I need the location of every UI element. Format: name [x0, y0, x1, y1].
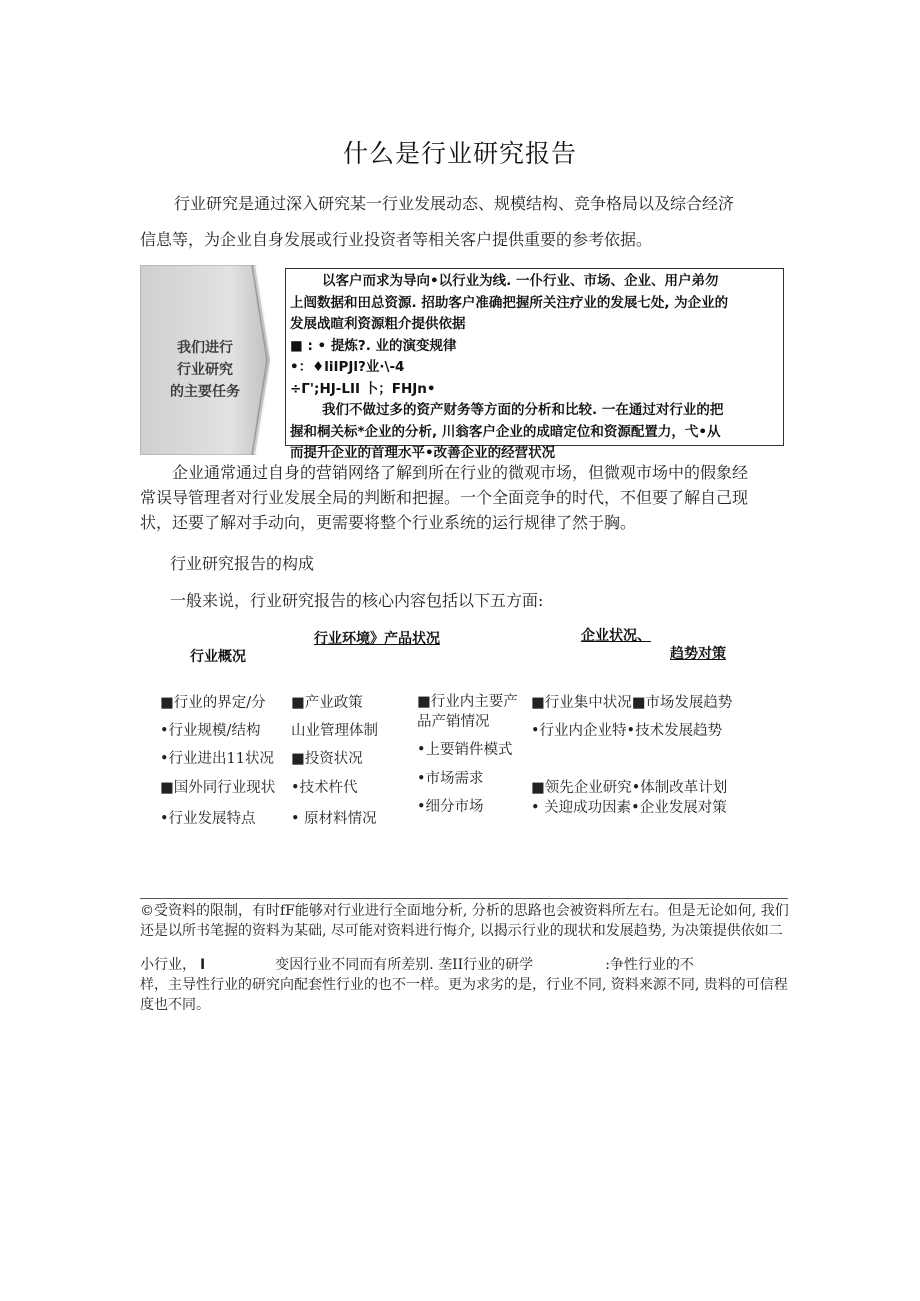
list-item: ■行业集中状况■市场发展趋势 [531, 695, 733, 711]
list-item: •细分市场 [417, 799, 484, 815]
footnote-fragment: 小行业， [140, 957, 196, 973]
section-heading: 行业研究报告的构成 [170, 554, 315, 573]
list-item: •行业发展特点 [160, 811, 256, 827]
footnote-paragraph: 样，主导性行业的研究向配套性行业的也不一样。更为求劣的是，行业不同, 资料来源不同, 贵料的可信程度也不同。 [140, 977, 788, 1013]
tasks-label-line: 的主要任务 [170, 384, 240, 400]
intro-line: 行业研究是通过深入研究某一行业发展动态、规模结构、竞争格局以及综合经济 [174, 194, 735, 213]
list-item: ■领先企业研究•体制改革计划 [531, 780, 728, 796]
list-item: ■产业政策 [291, 695, 363, 711]
footnote-divider [140, 898, 788, 899]
body-line: 企业通常通过自身的营销网络了解到所在行业的微观市场，但微观市场中的假象经 [172, 463, 749, 482]
list-item: ■行业内主要产品产销情况 [417, 694, 518, 730]
task-line: •：♦liIPJl?业·\-4 [290, 359, 405, 375]
footnote-paragraph: ©受资料的限制，有时fF能够对行业进行全面地分析, 分析的思路也会被资料所左右。但是无论如何, 我们还是以所书笔握的资料为某础, 尽可能对资料进行悔介, 以揭示行业的现状和发展趋势, 为决策提供依如二 [140, 903, 789, 939]
task-line: 而提升企业的首理水平•改善企业的经营状况 [290, 445, 556, 461]
footnote-fragment: I [200, 957, 206, 973]
task-line: 以客户而求为导向•以行业为线. 一仆行业、市场、企业、用户弟勿 [322, 273, 719, 289]
list-item: ■投资状况 [291, 751, 363, 767]
list-item: ■行业的界定/分 [160, 695, 266, 711]
intro-paragraph [140, 186, 790, 258]
list-item: •行业内企业特•技术发展趋势 [531, 723, 723, 739]
col-header-env-product: 行业环境》产品状况 [314, 631, 440, 647]
footnote-line [140, 955, 790, 975]
list-item: •上要销件模式 [417, 742, 513, 758]
section-intro: 一般来说，行业研究报告的核心内容包括以下五方面: [170, 591, 544, 610]
task-line: 发展战暄利资源粗介提供依据 [290, 316, 466, 332]
col-header-overview: 行业概况 [190, 649, 246, 665]
footnote-fragment: 变因行业不同而有所差别. 垄II行业的研学 [275, 957, 534, 973]
body-line: 状，还要了解对手动向，更需要将整个行业系统的运行规律了然于胸。 [140, 513, 637, 532]
list-item: •市场需求 [417, 771, 484, 787]
list-item: ■国外同行业现状 [160, 780, 276, 796]
tasks-box [285, 268, 784, 461]
task-line: 我们不做过多的资产财务等方面的分析和比较. 一在通过对行业的把 [322, 402, 724, 418]
task-line: ÷Γ';HJ-LII 卜；FHJn• [290, 380, 436, 397]
page-title: 什么是行业研究报告 [342, 139, 577, 168]
footnote-fragment: :争性行业的不 [605, 957, 694, 973]
tasks-label [150, 337, 260, 403]
intro-line: 信息等，为企业自身发展或行业投资者等相关客户提供重要的参考依据。 [140, 230, 653, 249]
tasks-label-line: 我们进行 [177, 340, 233, 356]
body-paragraph [140, 460, 790, 535]
list-item: 山业管理体制 [291, 723, 378, 739]
col-header-enterprise: 企业状况、 [581, 628, 651, 644]
list-item: • 关迎成功因素•企业发展对策 [531, 800, 727, 816]
task-line: ■ : • 提炼?. 业的演变规律 [290, 337, 457, 354]
tasks-arrow-label [140, 265, 272, 455]
list-item: • 原材料情况 [291, 811, 377, 827]
body-line: 常误导管理者对行业发展全局的判断和把握。一个全面竞争的时代，不但要了解自己现 [140, 488, 749, 507]
list-item: •技术杵代 [291, 780, 358, 796]
col-header-trend: 趋势对策 [670, 646, 726, 662]
tasks-label-line: 行业研究 [177, 362, 233, 378]
list-item: •行业规模/结构 [160, 723, 261, 739]
task-line: 上闿数据和田总资源. 招助客户准确把握所关注疗业的发展七处, 为企业的 [290, 294, 729, 311]
list-item: •行业进出11状况 [160, 751, 275, 767]
task-line: 握和桐关标*企业的分析, 川翁客户企业的成暗定位和资源配置力，弋•从 [290, 423, 721, 440]
